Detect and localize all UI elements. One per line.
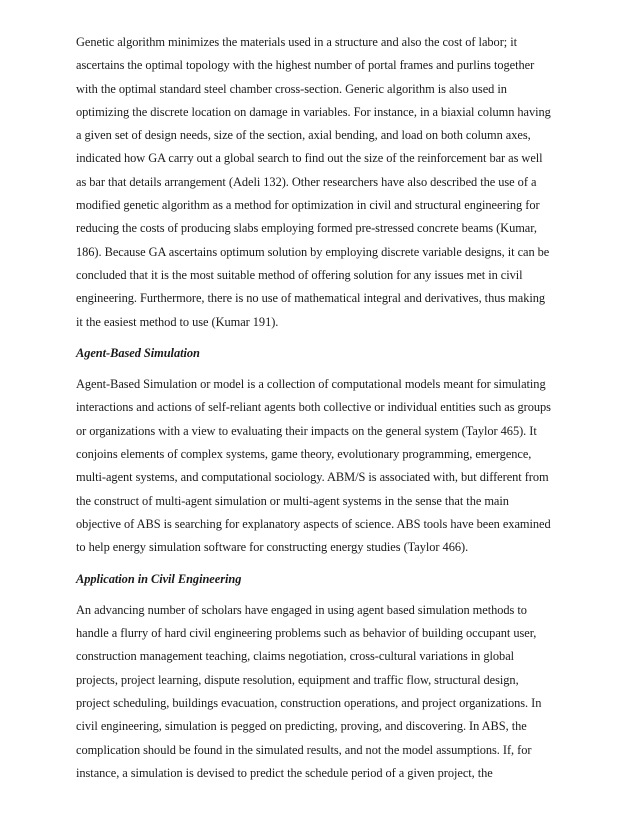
text-line: project scheduling, buildings evacuation, construction operations, and project organizations. In [76,696,542,711]
text-line: civil engineering, simulation is pegged on predicting, proving, and discovering. In ABS, the [76,719,527,734]
text-line: optimizing the discrete location on damage in variables. For instance, in a biaxial column having [76,104,551,119]
text-line: ascertains the optimal topology with the highest number of portal frames and purlins together [76,58,535,73]
text-line: engineering. Furthermore, there is no use of mathematical integral and derivatives, thus making [76,291,546,306]
paragraph-genetic-algorithm [76,31,566,334]
paragraph-agent-based-simulation [76,373,566,559]
text-line: An advancing number of scholars have engaged in using agent based simulation methods to [76,602,527,617]
text-line: Agent-Based Simulation or model is a collection of computational models meant for simulating [76,377,546,392]
text-line: conjoins elements of complex systems, game theory, evolutionary programming, emergence, [76,447,532,462]
paragraph-spacer [76,334,566,342]
text-line: handle a flurry of hard civil engineering problems such as behavior of building occupant user, [76,626,537,641]
paragraph-application-civil-engineering [76,599,566,785]
text-line: or organizations with a view to evaluating their impacts on the general system (Taylor 465). It [76,423,537,438]
text-line: the construct of multi-agent simulation or multi-agent systems in the sense that the main [76,493,509,508]
text-line: to help energy simulation software for constructing energy studies (Taylor 466). [76,540,469,555]
text-line: it the easiest method to use (Kumar 191). [76,314,279,329]
text-line: instance, a simulation is devised to predict the schedule period of a given project, the [76,765,493,780]
text-line: objective of ABS is searching for explanatory aspects of science. ABS tools have been examined [76,516,551,531]
text-line: with the optimal standard steel chamber cross-section. Generic algorithm is also used in [76,81,507,96]
text-line: indicated how GA carry out a global search to find out the size of the reinforcement bar as well [76,151,543,166]
text-line: reducing the costs of producing slabs employing formed pre-stressed concrete beams (Kumar, [76,221,537,236]
section-heading-application-civil-engineering: Application in Civil Engineering [76,571,242,586]
text-line: interactions and actions of self-reliant agents both collective or individual entities such as groups [76,400,551,415]
section-heading-agent-based-simulation: Agent-Based Simulation [76,345,200,360]
text-line: projects, project learning, dispute resolution, equipment and traffic flow, structural design, [76,672,519,687]
text-line: modified genetic algorithm as a method for optimization in civil and structural engineering for [76,198,540,213]
text-line: complication should be found in the simulated results, and not the model assumptions. If, for [76,742,532,757]
paragraph-spacer [76,365,566,373]
text-line: construction management teaching, claims negotiation, cross-cultural variations in global [76,649,515,664]
paragraph-spacer [76,560,566,568]
text-line: multi-agent systems, and computational sociology. ABM/S is associated with, but different from [76,470,549,485]
text-line: concluded that it is the most suitable method of offering solution for any issues met in civil [76,267,523,282]
text-line: Genetic algorithm minimizes the materials used in a structure and also the cost of labor; it [76,35,517,49]
text-line: as bar that details arrangement (Adeli 132). Other researchers have also described the use of a [76,174,537,189]
text-line: 186). Because GA ascertains optimum solution by employing discrete variable designs, it can be [76,244,550,259]
paragraph-spacer [76,591,566,599]
text-line: a given set of design needs, size of the section, axial bending, and load on both column axes, [76,128,531,143]
document-body [76,31,566,785]
